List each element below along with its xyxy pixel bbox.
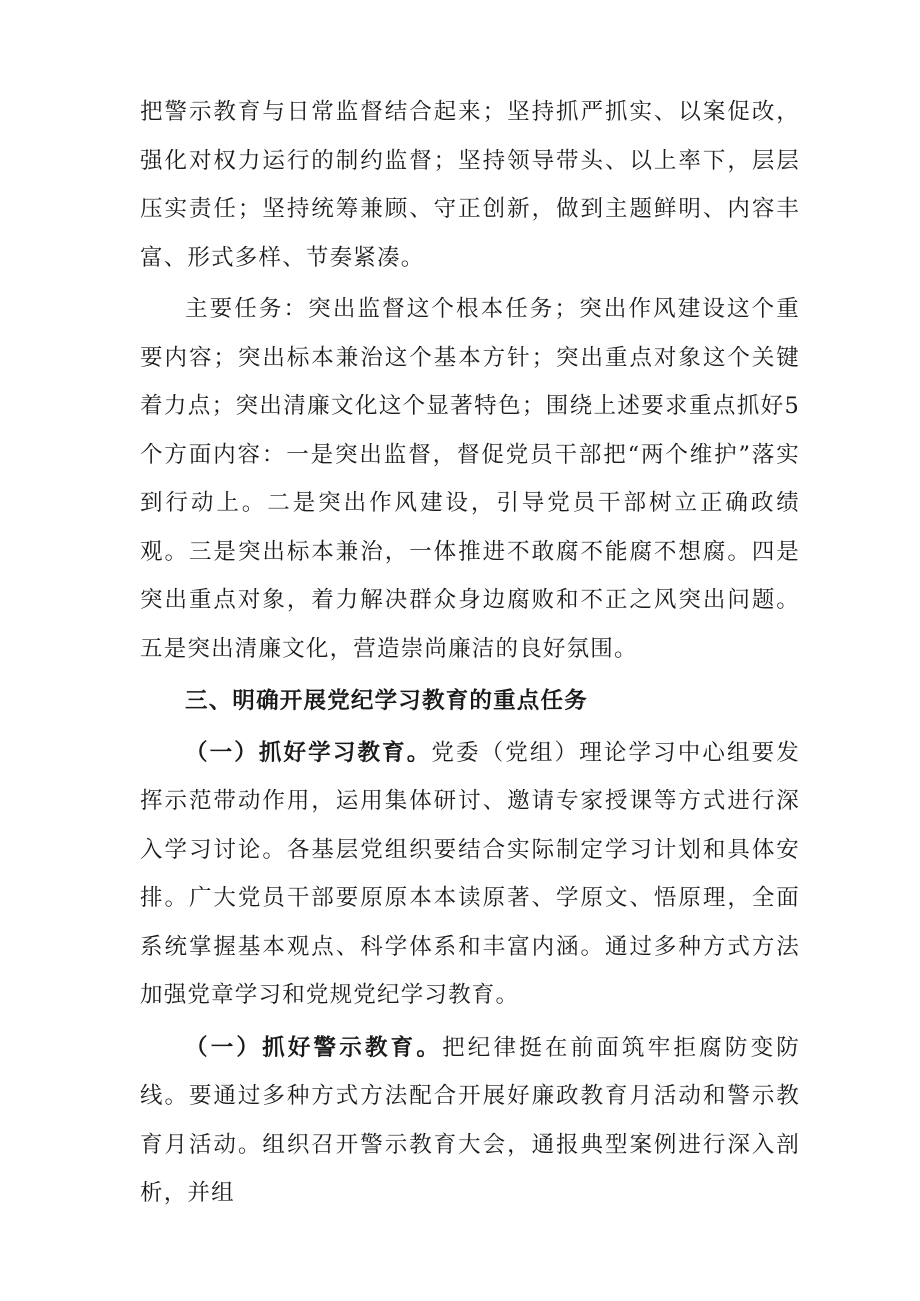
paragraph-text: 把纪律挺在前面筑牢拒腐防变防线。要通过多种方式方法配合开展好廉政教育月活动和警示教育月活动。组织召开警示教育大会，通报典型案例进行深入剖析，并组 <box>140 1034 800 1206</box>
paragraph-lead: （一）抓好警示教育。 <box>185 1034 443 1061</box>
paragraph-study-education <box>140 729 800 1020</box>
paragraph-main-tasks: 主要任务：突出监督这个根本任务；突出作风建设这个重要内容；突出标本兼治这个基本方针；突出重点对象这个关键着力点；突出清廉文化这个显著特色；围绕上述要求重点抓好5个方面内容：一是突出监督，督促党员干部把“两个维护”落实到行动上。二是突出作风建设，引导党员干部树立正确政绩观。三是突出标本兼治，一体推进不敢腐不能腐不想腐。四是突出重点对象，着力解决群众身边腐败和不正之风突出问题。五是突出清廉文化，营造崇尚廉洁的良好氛围。 <box>140 296 800 662</box>
paragraph-warning-education <box>140 1024 800 1218</box>
paragraph-lead: （一）抓好学习教育。 <box>185 739 432 766</box>
section-heading: 三、明确开展党纪学习教育的重点任务 <box>185 688 588 714</box>
paragraph-continuation: 把警示教育与日常监督结合起来；坚持抓严抓实、以案促改，强化对权力运行的制约监督；坚持领导带头、以上率下，层层压实责任；坚持统筹兼顾、守正创新，做到主题鲜明、内容丰富、形式多样、节奏紧凑。 <box>140 99 800 271</box>
document-body <box>140 88 800 1218</box>
paragraph-text: 党委（党组）理论学习中心组要发挥示范带动作用，运用集体研讨、邀请专家授课等方式进行深入学习讨论。各基层党组织要结合实际制定学习计划和具体安排。广大党员干部要原原本本读原著、学原文、悟原理，全面系统掌握基本观点、科学体系和丰富内涵。通过多种方式方法加强党章学习和党规党纪学习教育。 <box>140 739 800 1008</box>
